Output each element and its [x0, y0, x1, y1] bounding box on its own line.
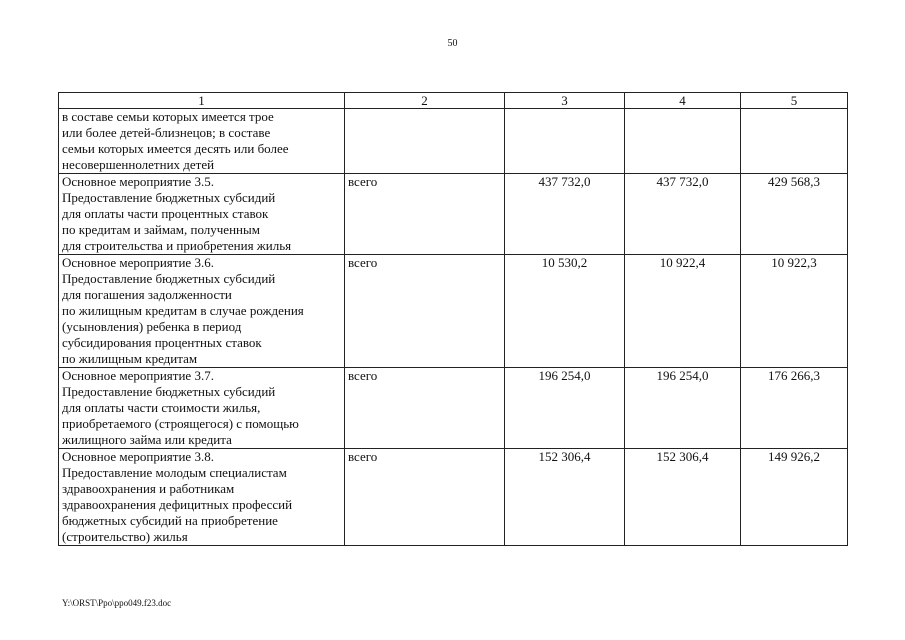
row-value-col3: [505, 109, 625, 174]
table-row: [59, 368, 848, 449]
table-row: [59, 109, 848, 174]
row-value-col4: 437 732,0: [625, 174, 741, 255]
table-row: [59, 255, 848, 368]
row-kind: всего: [345, 449, 505, 546]
footer-file-path: Y:\ORST\Ppo\ppo049.f23.doc: [62, 598, 172, 608]
row-value-col3: 152 306,4: [505, 449, 625, 546]
column-header-2: 2: [345, 93, 505, 109]
row-value-col3: 437 732,0: [505, 174, 625, 255]
table-header-row: [59, 93, 848, 109]
budget-table: [58, 92, 848, 546]
row-description: Основное мероприятие 3.5. Предоставление бюджетных субсидий для оплаты части процентных ставок по кредитам и займам, полученным для строительства и приобретения жилья: [59, 174, 345, 255]
row-value-col4: [625, 109, 741, 174]
column-header-3: 3: [505, 93, 625, 109]
row-value-col4: 152 306,4: [625, 449, 741, 546]
row-value-col3: 10 530,2: [505, 255, 625, 368]
column-header-5: 5: [741, 93, 848, 109]
row-value-col3: 196 254,0: [505, 368, 625, 449]
table-row: [59, 174, 848, 255]
page-number: 50: [447, 38, 458, 49]
row-value-col5: 10 922,3: [741, 255, 848, 368]
row-kind: всего: [345, 255, 505, 368]
row-kind: всего: [345, 174, 505, 255]
row-description: Основное мероприятие 3.7. Предоставление бюджетных субсидий для оплаты части стоимости жилья, приобретаемого (строящегося) с помощью жилищного займа или кредита: [59, 368, 345, 449]
row-value-col5: 176 266,3: [741, 368, 848, 449]
row-value-col4: 10 922,4: [625, 255, 741, 368]
row-value-col5: [741, 109, 848, 174]
row-value-col5: 149 926,2: [741, 449, 848, 546]
table-row: [59, 449, 848, 546]
row-kind: всего: [345, 368, 505, 449]
row-description: Основное мероприятие 3.8. Предоставление молодым специалистам здравоохранения и работникам здравоохранения дефицитных профессий бюджетных субсидий на приобретение (строительство) жилья: [59, 449, 345, 546]
column-header-4: 4: [625, 93, 741, 109]
row-value-col4: 196 254,0: [625, 368, 741, 449]
row-description: в составе семьи которых имеется трое или более детей-близнецов; в составе семьи которых имеется десять или более несовершеннолетних детей: [59, 109, 345, 174]
row-kind: [345, 109, 505, 174]
row-description: Основное мероприятие 3.6. Предоставление бюджетных субсидий для погашения задолженности по жилищным кредитам в случае рождения (усыновления) ребенка в период субсидирования процентных ставок по жилищным кредитам: [59, 255, 345, 368]
column-header-1: 1: [59, 93, 345, 109]
row-value-col5: 429 568,3: [741, 174, 848, 255]
